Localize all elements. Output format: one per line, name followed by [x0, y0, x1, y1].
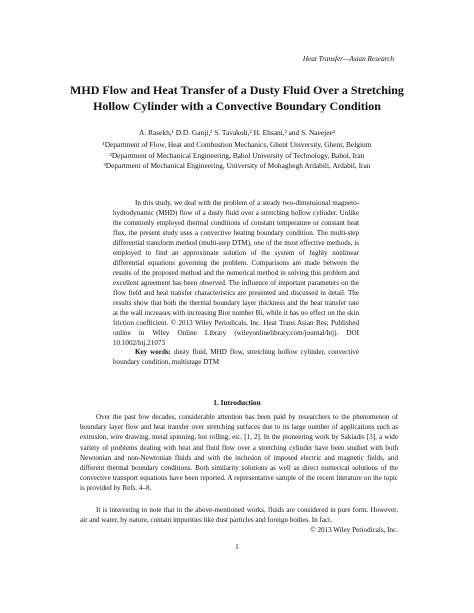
paper-title: MHD Flow and Heat Transfer of a Dusty Fluid Over a Stretching Hollow Cylinder with a Convective Boundary Condition	[70, 83, 404, 113]
affiliations	[60, 140, 414, 172]
keywords	[113, 347, 359, 367]
intro-paragraph-1: Over the past few decades, considerable attention has been paid by researchers to the phenomenon of boundary layer flow and heat transfer over stretching surfaces due to its large number of applications such as extrusion, wire drawing, metal spinning, hot rolling, etc. [1, 2]. In the pioneering work by Sakiadis [3], a wide variety of problems dealing with heat and fluid flow over a stretching cylinder have been studied with both Newtonian and non-Newtonian fluids and with the inclusion of imposed electric and magnetic fields, and different thermal boundary conditions. Both similarity solutions as well as direct numerical solutions of the convective transport equations have been reported. A representative sample of the recent literature on the topic is provided by Refs. 4–8.	[80, 413, 398, 493]
affiliation-3: ³Department of Mechanical Engineering, University of Mohaghegh Ardabili, Ardabil, Iran	[103, 161, 371, 170]
journal-header: Heat Transfer—Asian Research	[302, 55, 394, 63]
author-list: A. Rasekh,¹ D.D. Ganji,² S. Tavakoli,² H. Ehsani,² and S. Naeejee³	[139, 128, 335, 137]
copyright-footer: © 2013 Wiley Periodicals, Inc.	[310, 526, 398, 534]
affiliation-1: ¹Department of Flow, Heat and Combustion Mechanics, Ghent University, Ghent, Belgium	[102, 140, 372, 149]
section-heading: 1. Introduction	[213, 398, 261, 407]
affiliation-2: ²Department of Mechanical Engineering, Babol University of Technology, Babol, Iran	[109, 150, 365, 160]
abstract: In this study, we deal with the problem of a steady two-dimensional magneto-hydrodynamic (MHD) flow of a dusty fluid over a stretching hollow cylinder. Unlike the commonly employed thermal conditions of constant temperature or constant heat flux, the present study uses a convective heating boundary condition. The multi-step differential transform method (multi-step DTM), one of the most effective methods, is employed to find an approximate solution of the system of highly nonlinear differential equations governing the problem. Comparisons are made between the results of the proposed method and the numerical method in solving this problem and excellent agreement has been observed. The influence of important parameters on the flow field and heat transfer characteristics are presented and discussed in detail. The results show that both the thermal boundary layer thickness and the heat transfer rate at the wall increases with increasing Biot number Bi, while it has no effect on the skin friction coefficient. © 2013 Wiley Periodicals, Inc. Heat Trans Asian Res; Published online in Wiley Online Library (wileyonlinelibrary.com/journal/htj). DOI 10.1002/htj.21073	[113, 199, 359, 347]
keywords-label: Key words:	[135, 348, 172, 356]
keywords-text: dusty fluid, MHD flow, stretching hollow cylinder, convective boundary condition, multistage DTM	[113, 348, 359, 366]
intro-paragraph-2: It is interesting to note that in the above-mentioned works, fluids are considered in pure form. However, air and water, by nature, contain impurities like dust particles and foreign bodies. In fact,	[80, 506, 398, 525]
page-number: 1	[235, 542, 239, 551]
